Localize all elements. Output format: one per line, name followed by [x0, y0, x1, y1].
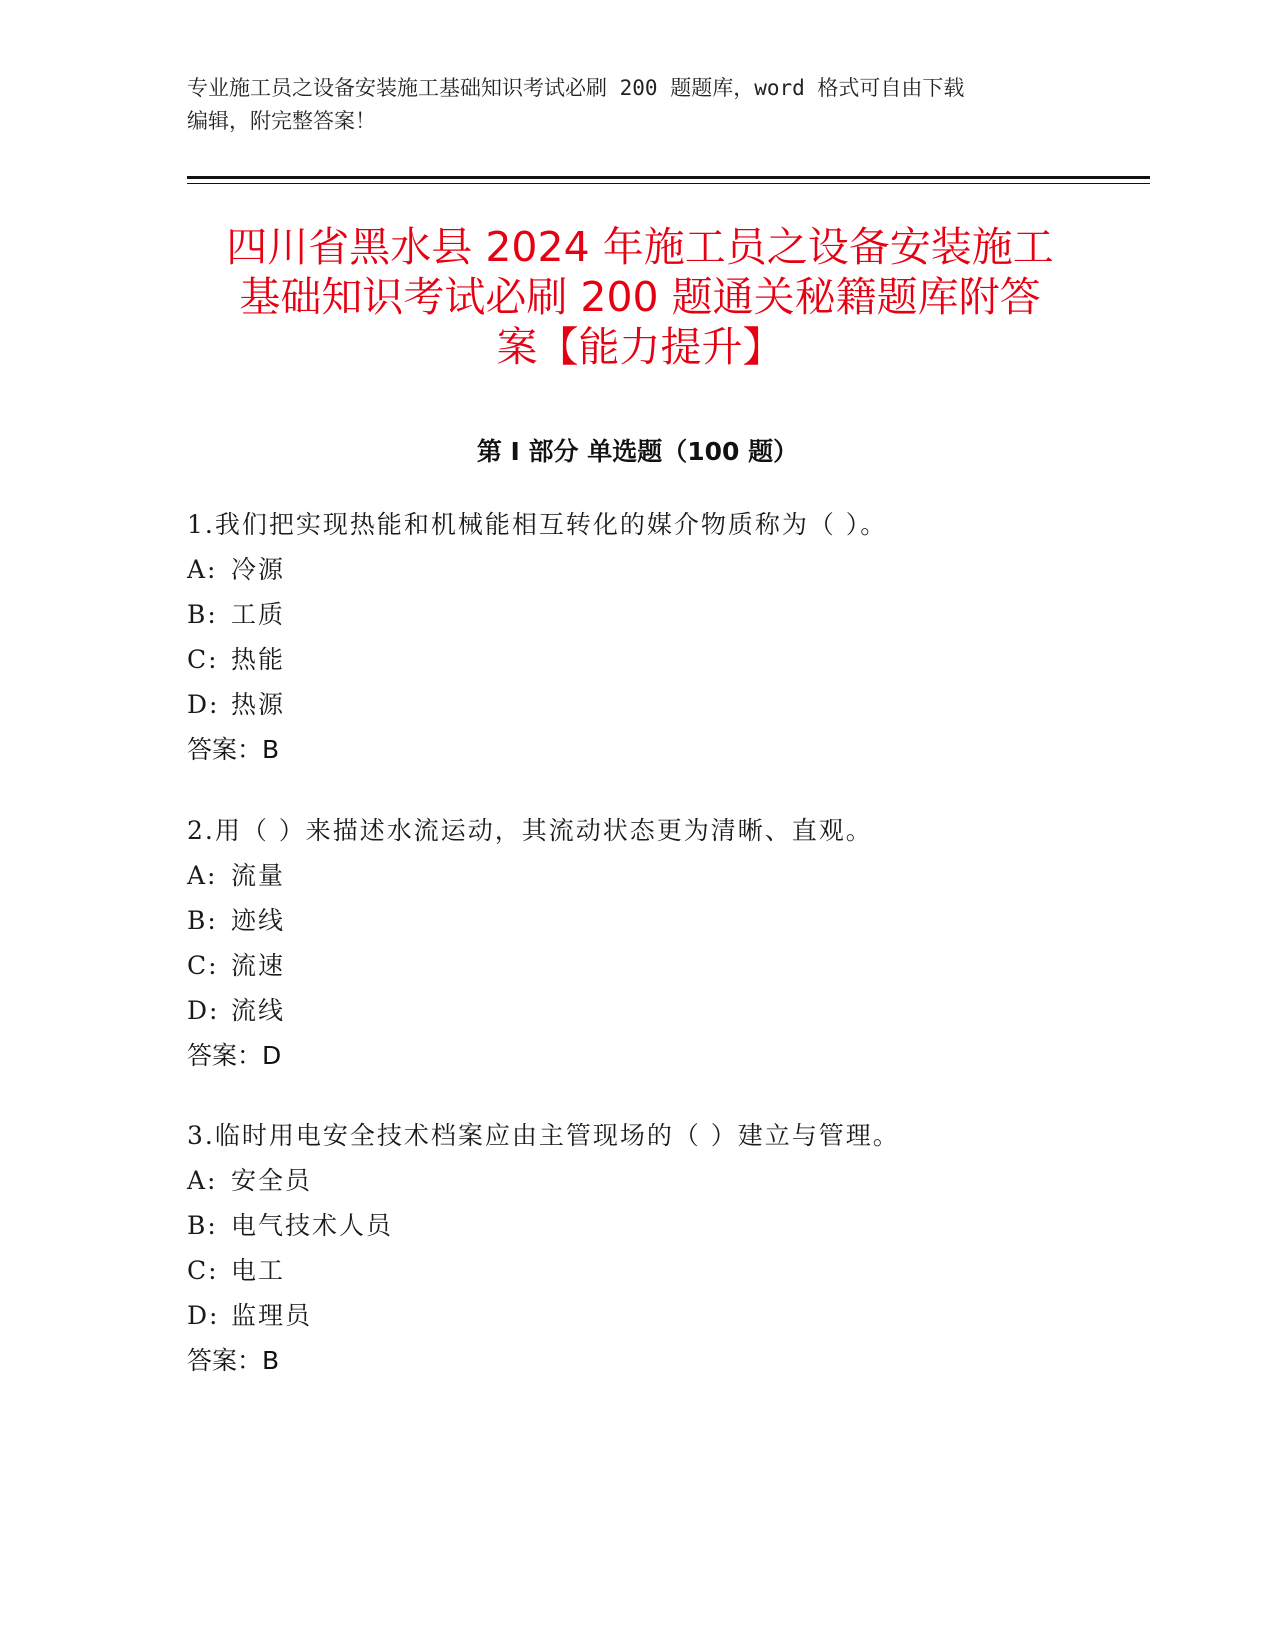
- header-divider-thin: [187, 183, 1150, 184]
- option-key: B:: [187, 906, 218, 935]
- option-d: [187, 1301, 1137, 1346]
- option-c: [187, 645, 1137, 690]
- option-key: C:: [187, 951, 219, 980]
- section-title: 第 I 部分 单选题（100 题）: [476, 437, 799, 466]
- question-1: [187, 510, 1137, 780]
- header-note: [187, 72, 1087, 138]
- option-a: [187, 861, 1137, 906]
- option-text: 电气技术人员: [231, 1211, 394, 1240]
- option-key: D:: [187, 1301, 220, 1330]
- option-d: [187, 996, 1137, 1041]
- question-stem: 2.用（ ）来描述水流运动，其流动状态更为清晰、直观。: [187, 816, 873, 845]
- answer: 答案：D: [187, 1041, 282, 1070]
- option-key: D:: [187, 996, 220, 1025]
- option-key: C:: [187, 645, 219, 674]
- option-key: C:: [187, 1256, 219, 1285]
- option-c: [187, 951, 1137, 996]
- header-note-line1: 专业施工员之设备安装施工基础知识考试必刷 200 题题库，word 格式可自由下载: [187, 76, 965, 100]
- option-text: 流速: [231, 951, 286, 980]
- option-text: 流量: [231, 861, 286, 890]
- answer: 答案：B: [187, 735, 280, 764]
- option-a: [187, 1166, 1137, 1211]
- option-key: A:: [187, 861, 218, 890]
- question-stem: 3.临时用电安全技术档案应由主管现场的（ ）建立与管理。: [187, 1121, 900, 1150]
- option-a: [187, 555, 1137, 600]
- document-title-line3: 案【能力提升】: [496, 323, 784, 371]
- document-title-line2: 基础知识考试必刷 200 题通关秘籍题库附答: [239, 273, 1041, 321]
- option-text: 安全员: [231, 1166, 313, 1195]
- option-key: B:: [187, 1211, 218, 1240]
- option-b: [187, 600, 1137, 645]
- question-2: [187, 816, 1137, 1086]
- question-3: [187, 1121, 1137, 1391]
- answer: 答案：B: [187, 1346, 280, 1375]
- document-title-line1: 四川省黑水县 2024 年施工员之设备安装施工: [226, 223, 1054, 271]
- option-text: 热能: [231, 645, 286, 674]
- option-text: 监理员: [231, 1301, 313, 1330]
- option-text: 冷源: [231, 555, 286, 584]
- option-text: 热源: [231, 690, 286, 719]
- option-key: A:: [187, 1166, 218, 1195]
- option-d: [187, 690, 1137, 735]
- header-note-line2: 编辑，附完整答案！: [187, 109, 376, 133]
- question-stem: 1.我们把实现热能和机械能相互转化的媒介物质称为（ ）。: [187, 510, 888, 539]
- option-key: B:: [187, 600, 218, 629]
- option-b: [187, 1211, 1137, 1256]
- option-text: 流线: [231, 996, 286, 1025]
- option-c: [187, 1256, 1137, 1301]
- option-text: 迹线: [231, 906, 286, 935]
- option-b: [187, 906, 1137, 951]
- option-text: 工质: [231, 600, 286, 629]
- option-key: D:: [187, 690, 220, 719]
- option-key: A:: [187, 555, 218, 584]
- header-divider-thick: [187, 176, 1150, 179]
- option-text: 电工: [231, 1256, 286, 1285]
- document-title: [140, 222, 1140, 372]
